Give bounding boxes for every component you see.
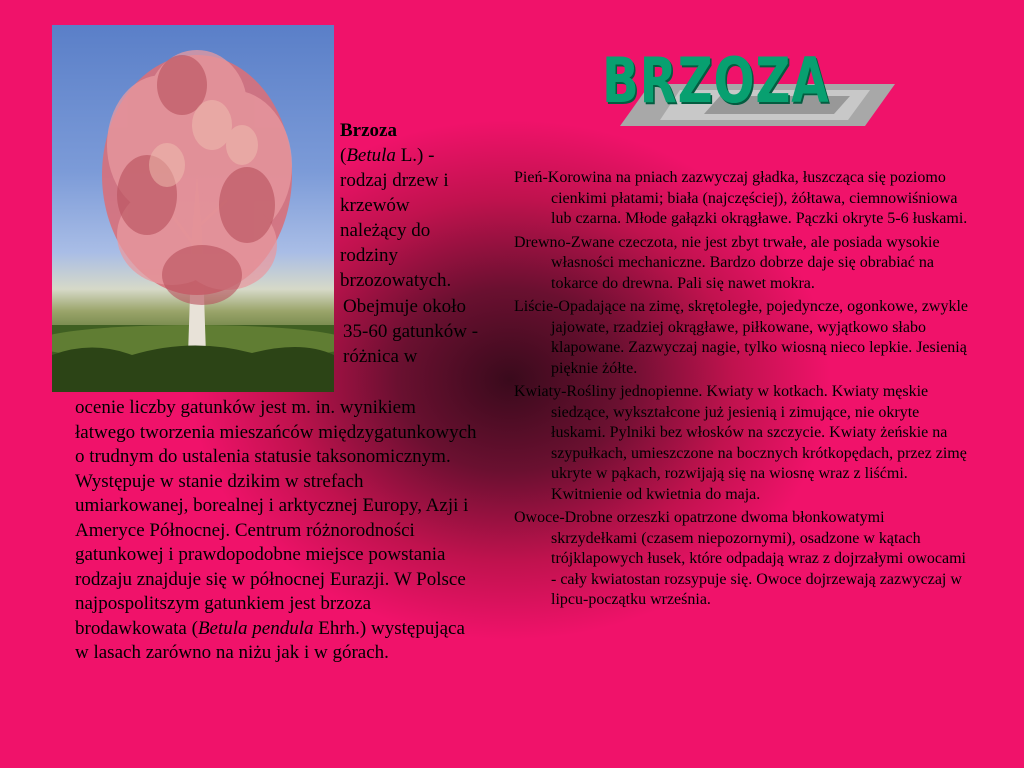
page-title: BRZOZA <box>602 44 830 117</box>
intro-text: Brzoza (Betula L.) - rodzaj drzew i krzewów należący do rodziny brzozowatych. <box>340 120 452 291</box>
intro-continuation: Obejmuje około 35-60 gatunków - różnica w <box>343 296 479 367</box>
properties-list <box>514 168 974 614</box>
property-wood: Drewno-Zwane czeczota, nie jest zbyt trwałe, ale posiada wysokie własności mechaniczne. Bardzo dobrze daje się obrabiać na tokarce do drewna. Pali się nawet mokra. <box>514 233 940 292</box>
property-fruits: Owoce-Drobne orzeszki opatrzone dwoma błonkowatymi skrzydełkami (czasem niepozornymi), osadzone w kątach trójklapowych łusek, które odpadają wraz z dojrzałymi owocami - cały kwiatostan rozsypuje się. Owoce dojrzewają zazwyczaj w lipcu-początku września. <box>514 509 966 608</box>
genus-name: Brzoza <box>340 120 397 141</box>
property-trunk: Pień-Korowina na pniach zazwyczaj gładka, łuszcząca się poziomo cienkimi płatami; biała (najczęściej), żółtawa, ciemnowiśniowa lub czarna. Młode gałązki okrągławe. Pączki okryte 5-6 łuskami. <box>514 169 968 227</box>
birch-tree-photo <box>52 25 334 392</box>
property-flowers: Kwiaty-Rośliny jednopienne. Kwiaty w kotkach. Kwiaty męskie siedzące, wykształcone już jesienią i zimujące, nie okryte łuskami. Pylniki bez włosków na szczycie. Kwiaty żeńskie na szypułkach, umieszczone na bocznych krótkopędach, przez zimę ukryte w pąkach, rozwijają się na wiosnę wraz z liśćmi. Kwitnienie od kwietnia do maja. <box>514 383 967 503</box>
species-latin-name: Betula pendula <box>197 617 314 639</box>
property-leaves: Liście-Opadające na zimę, skrętoległe, pojedyncze, ogonkowe, zwykle jajowate, rzadziej okrągławe, piłkowane, wyjątkowo słabo klapowane. Zazwyczaj nagie, tylko wiosną nieco lepkie. Jesienią pięknie żółte. <box>514 298 969 377</box>
latin-name: Betula <box>346 145 396 166</box>
description-text: ocenie liczby gatunków jest m. in. wynikiem łatwego tworzenia mieszańców międzygatunkowych o trudnym do ustalenia statusie taksonomicznym. Występuje w stanie dzikim w strefach umiarkowanej, borealnej i arktycznej Europy, Azji i Ameryce Północnej. Centrum różnorodności gatunkowej i prawdopodobne miejsce powstania rodzaju znajduje się w północnej Eurazji. W Polsce najpospolitszym gatunkiem jest brzoza brodawkowata (Betula pendula Ehrh.) występująca w lasach zarówno na niżu jak i w górach. <box>75 397 477 663</box>
